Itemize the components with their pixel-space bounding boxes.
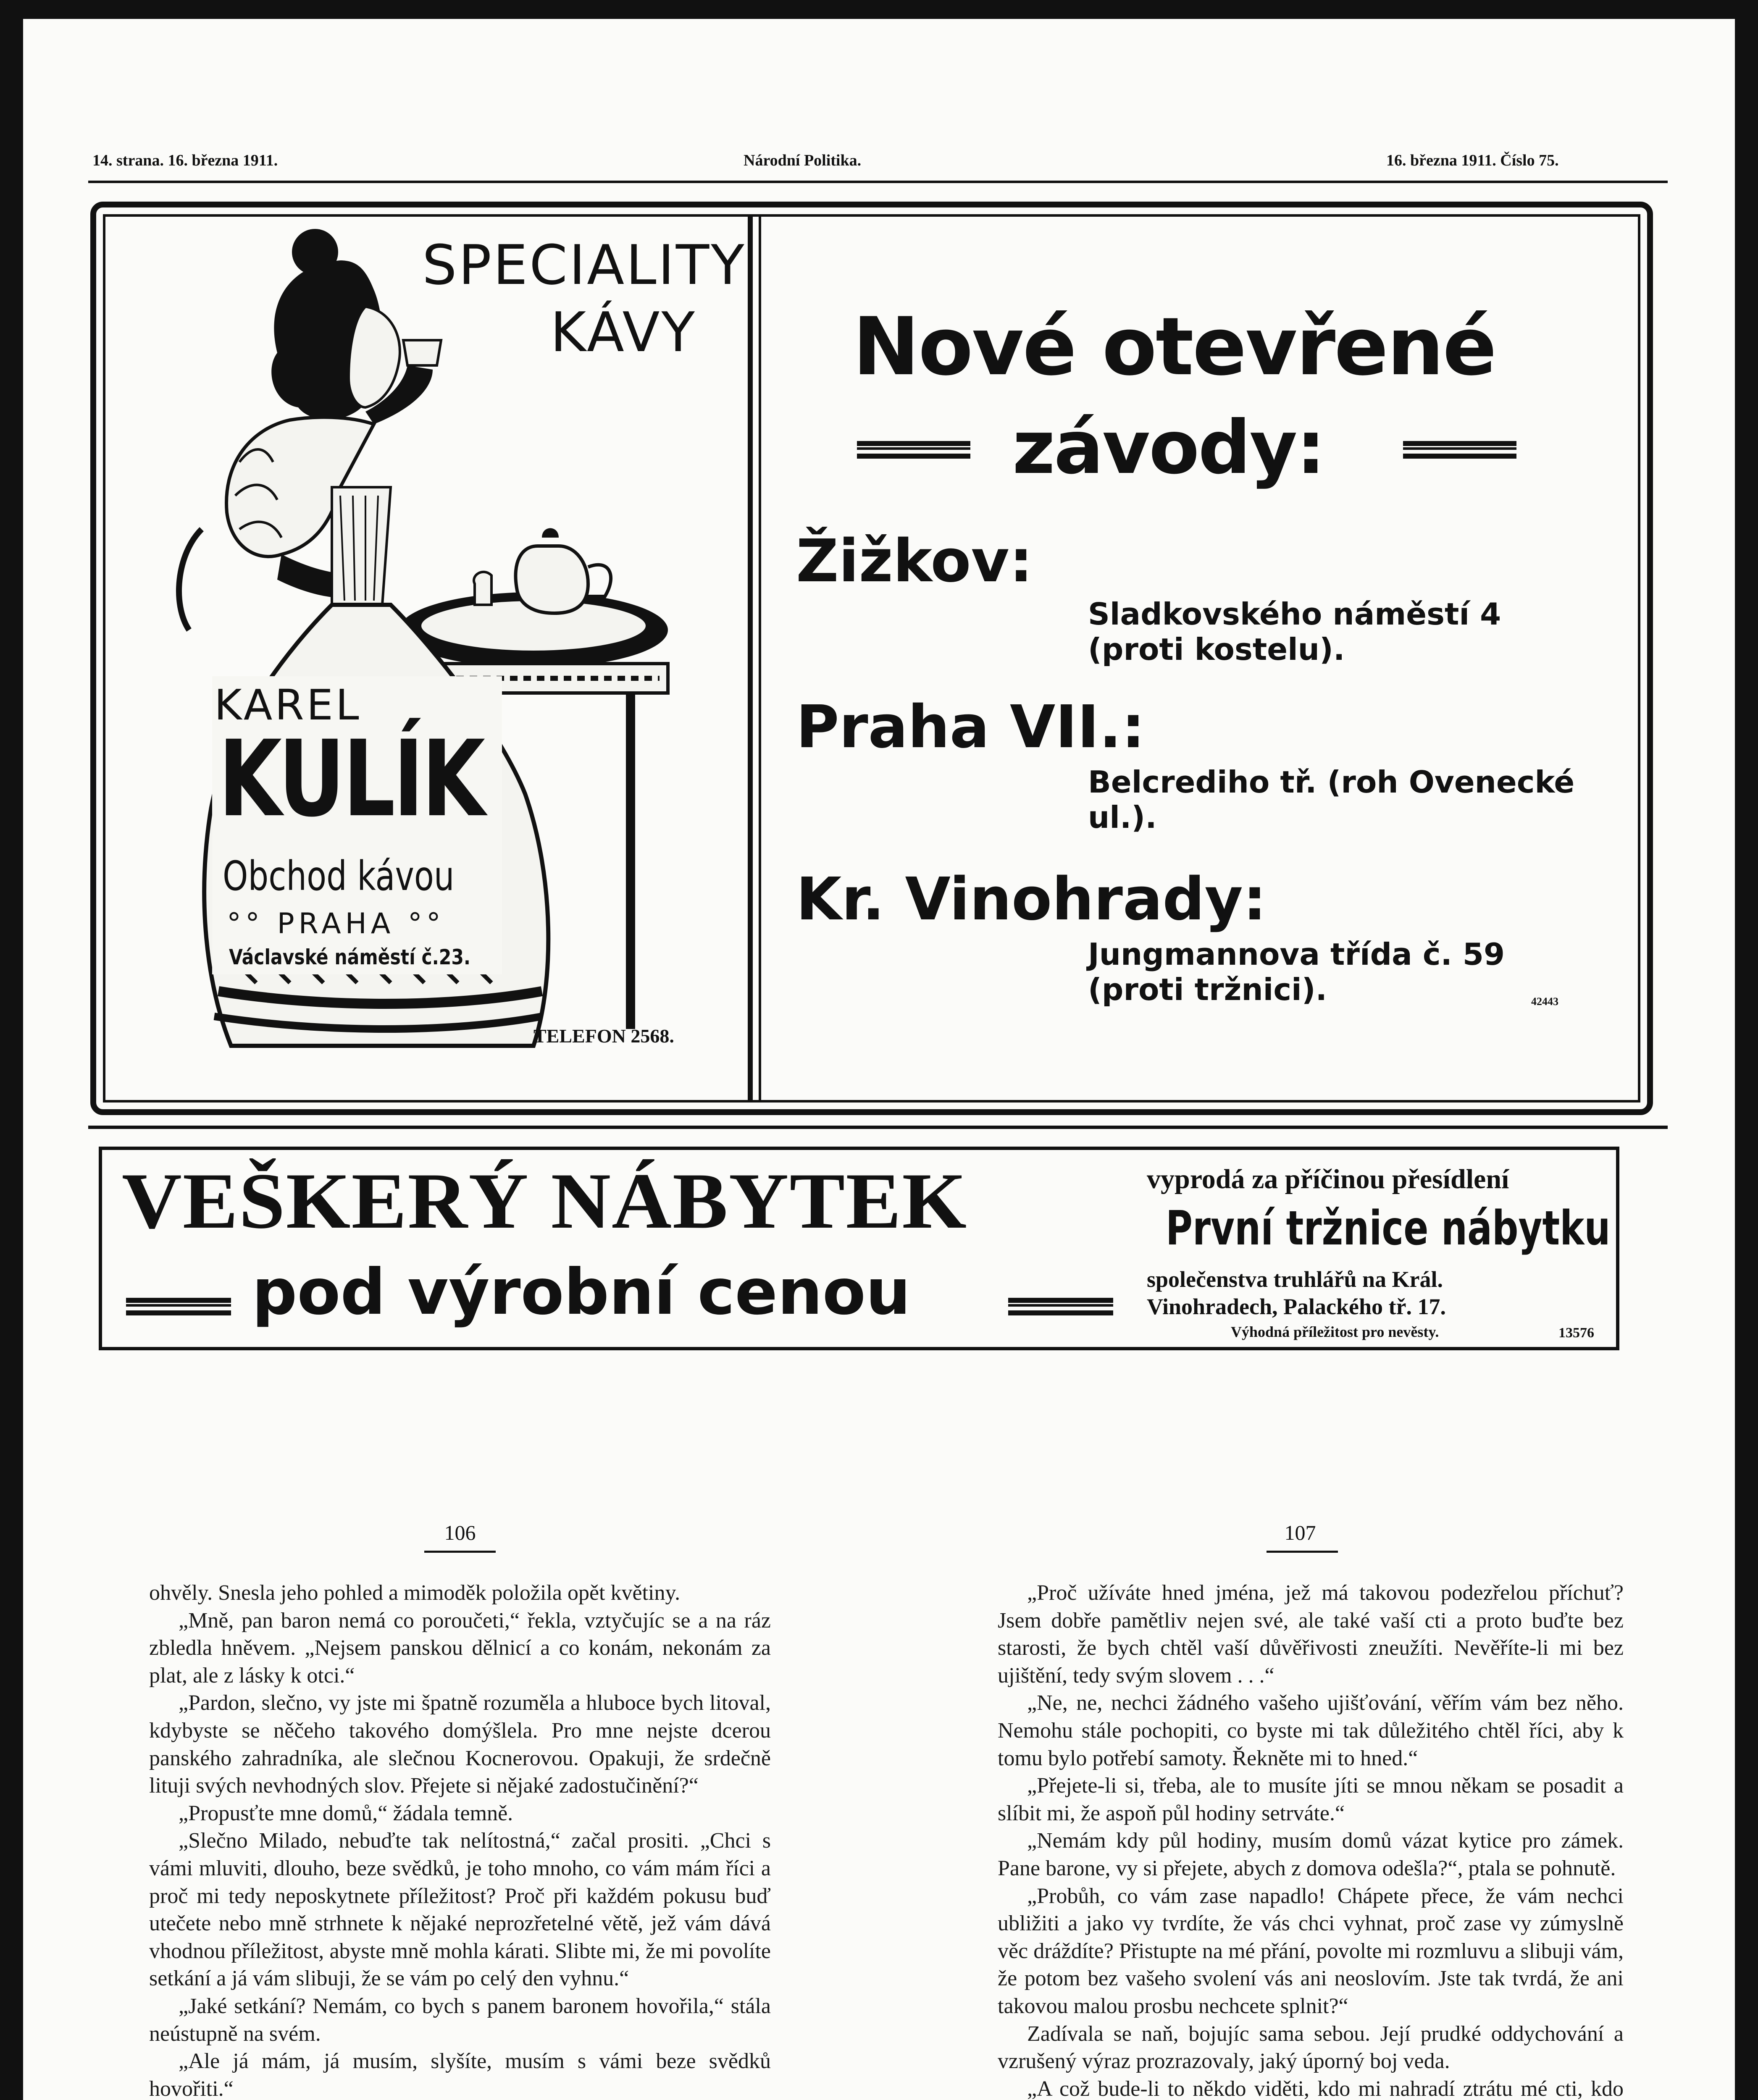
header-left: 14. strana. 16. března 1911.	[92, 152, 278, 169]
coffee-city: °° PRAHA °°	[227, 907, 445, 940]
furniture-right-4: Vinohradech, Palackého tř. 17.	[1147, 1294, 1446, 1319]
furniture-ornament-right	[1008, 1298, 1113, 1315]
story-left-paragraph: „Ale já mám, já musím, slyšíte, musím s vámi beze svědků hovořiti.“	[149, 2049, 771, 2100]
shops-title-1: Nové otevřené	[853, 300, 1496, 393]
coffee-surname: KULÍK	[218, 718, 484, 840]
header-center: Národní Politika.	[744, 152, 862, 169]
scan-border-left	[0, 0, 23, 2100]
coffee-phone: TELEFON 2568.	[533, 1025, 674, 1047]
branch-address-2: Belcrediho tř. (roh Ovenecké ul.).	[1088, 764, 1575, 835]
shops-title-ornament-right	[1403, 441, 1516, 459]
ad-divider-inner	[759, 214, 761, 1102]
story-right-paragraph: „Probůh, co vám zase napadlo! Chápete přece, že vám nechci ubližiti a jako vy tvrdíte, že vás chci vyhnat, proč zase vy zúmyslně věc dráždíte? Přistupte na mé přání, povolte mi rozmluvu a slibuji vám, že potom bez vašeho svolení vás ani neoslovím. Jste tak tvrdá, že ani takovou malou prosbu nechcete splnit?“	[998, 1884, 1624, 2018]
furniture-right-3: společenstva truhlářů na Král.	[1147, 1267, 1443, 1292]
coffee-heading-2: KÁVY	[550, 300, 696, 364]
left-page-number-rule	[424, 1551, 496, 1553]
furniture-headline: VEŠKERÝ NÁBYTEK	[122, 1157, 968, 1245]
right-page-number: 107	[1284, 1521, 1316, 1544]
story-right-paragraph: „Nemám kdy půl hodiny, musím domů vázat kytice pro zámek. Pane barone, vy si přejete, abych z domova odešla?“, ptala se pohnutě.	[998, 1829, 1624, 1880]
ad-separator	[88, 1126, 1668, 1129]
scan-border-right	[1735, 0, 1758, 2100]
furniture-ornament-left	[126, 1298, 231, 1315]
shops-title-2: závody:	[1012, 405, 1324, 491]
story-left-paragraph: „Slečno Milado, nebuďte tak nelítostná,“ začal prositi. „Chci s vámi mluviti, dlouho, beze svědků, je toho mnoho, co vám mám říci a proč mi tedy neposkytnete příležitost? Proč při každém pokusu buď utečete nebo mně strhnete k nějaké neprozřetelné větě, jež vám dává vhodnou příležitost, abyste mně mohla kárati. Slibte mi, že mi povolíte setkání a já vám slibuji, že se vám po celý den vyhnu.“	[149, 1829, 771, 1991]
shops-ref: 42443	[1531, 995, 1558, 1008]
branch-place-3: Kr. Vinohrady:	[796, 865, 1267, 934]
story-left-paragraph: „Propusťte mne domů,“ žádala temně.	[179, 1801, 513, 1825]
story-left-paragraph: ohvěly. Snesla jeho pohled a mimoděk položila opět květiny.	[149, 1581, 681, 1605]
story-right-paragraph: Zadívala se naň, bojujíc sama sebou. Její prudké oddychování a vzrušený výraz prozrazovaly, jaký úporný boj veda.	[998, 2021, 1624, 2074]
story-left-paragraph: „Jaké setkání? Nemám, co bych s panem baronem hovořila,“ stála neústupně na svém.	[149, 1994, 771, 2046]
right-page-number-rule	[1267, 1551, 1338, 1553]
furniture-right-2: První tržnice nábytku	[1166, 1201, 1611, 1256]
story-right-paragraph: „Ne, ne, nechci žádného vašeho ujišťování, věřím vám bez něho. Nemohu stále pochopiti, co byste mi tak důležitého chtěl říci, aby k tomu bylo potřebí samoty. Řekněte mi to hned.“	[998, 1691, 1624, 1770]
furniture-ref: 13576	[1558, 1325, 1594, 1341]
branch-place-1: Žižkov:	[796, 527, 1033, 596]
left-page-number: 106	[444, 1521, 476, 1544]
coffee-address: Václavské náměstí č.23.	[229, 945, 471, 969]
story-right-paragraph: „Proč užíváte hned jména, jež má takovou podezřelou příchuť? Jsem dobře pamětliv nejen své, ale také vaší cti a proto buďte bez starosti, že bych chtěl vaší důvěřivosti zneužíti. Nevěříte-li mi bez ujištění, tedy svým slovem . . .“	[998, 1581, 1624, 1688]
branch-place-2: Praha VII.:	[796, 693, 1145, 761]
furniture-right-5: Výhodná příležitost pro nevěsty.	[1231, 1323, 1439, 1340]
coffee-first-name: KAREL	[214, 680, 362, 730]
ad-divider-outer	[748, 214, 753, 1102]
coffee-heading-1: SPECIALITY	[422, 233, 746, 297]
story-left-paragraph: „Pardon, slečno, vy jste mi špatně rozuměla a hluboce bych litoval, kdybyste se něčeho takového domýšlela. Pro mne nejste dcerou panského zahradníka, ale slečnou Kocnerovou. Opakuji, že srdečně lituji svých nevhodných slov. Přejete si nějaké zadostučinění?“	[149, 1691, 771, 1798]
story-right-paragraph: „Přejete-li si, třeba, ale to musíte jíti se mnou někam se posadit a slíbit mi, že aspoň půl hodiny setrváte.“	[998, 1774, 1624, 1825]
story-left-column	[149, 1579, 771, 2100]
furniture-subline: pod výrobní cenou	[252, 1256, 911, 1329]
furniture-right-1: vyprodá za příčinou přesídlení	[1147, 1164, 1509, 1194]
story-right-paragraph: „A což bude-li to někdo viděti, kdo mi nahradí ztrátu mé cti, kdo	[1027, 2076, 1624, 2100]
coffee-shop: Obchod kávou	[223, 853, 455, 900]
scan-border-top	[0, 0, 1758, 19]
shops-title-ornament-left	[857, 441, 970, 459]
header-right: 16. března 1911. Číslo 75.	[1386, 152, 1559, 169]
story-left-paragraph: „Mně, pan baron nemá co poroučeti,“ řekla, vztyčujíc se a na ráz zbledla hněvem. „Nejsem panskou dělnicí a co konám, nekonám za plat, ale z lásky k otci.“	[149, 1608, 771, 1688]
header-rule	[88, 181, 1668, 183]
story-right-column	[998, 1579, 1624, 2100]
branch-address-1: Sladkovského náměstí 4 (proti kostelu).	[1088, 596, 1501, 667]
branch-address-3: Jungmannova třída č. 59 (proti tržnici).	[1088, 937, 1505, 1007]
